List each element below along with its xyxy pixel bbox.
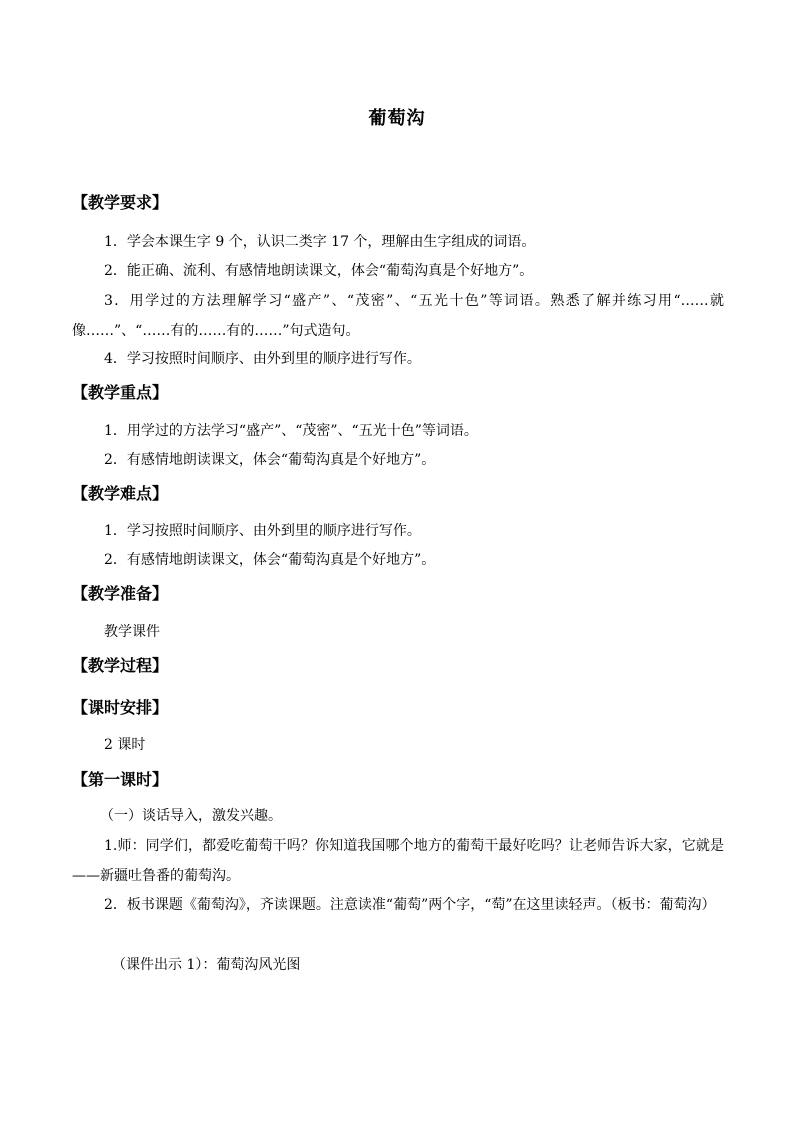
courseware-note: （课件出示 1）：葡萄沟风光图: [112, 957, 301, 973]
preparation-heading: 【教学准备】: [72, 584, 169, 603]
first-lesson-paragraph-2: 2．板书课题《葡萄沟》，齐读课题。注意读准“葡萄”两个字，“萄”在这里读轻声。（板书：葡萄沟）: [104, 897, 716, 913]
difficulties-heading: 【教学难点】: [72, 484, 169, 503]
requirement-item-3: 3．用学过的方法理解学习“盛产”、“茂密”、“五光十色”等词语。熟悉了解并练习用“……就像……”、“……有的……有的……”句式造句。: [72, 293, 724, 339]
difficulty-item-1: 1．学习按照时间顺序、由外到里的顺序进行写作。: [104, 523, 421, 539]
requirements-heading: 【教学要求】: [72, 193, 169, 212]
first-lesson-paragraph-1: 1.师：同学们，都爱吃葡萄干吗？你知道我国哪个地方的葡萄干最好吃吗？让老师告诉大家，它就是——新疆吐鲁番的葡萄沟。: [72, 838, 724, 884]
key-point-item-1: 1．用学过的方法学习“盛产”、“茂密”、“五光十色”等词语。: [104, 423, 478, 439]
requirement-item-4: 4．学习按照时间顺序、由外到里的顺序进行写作。: [104, 351, 421, 367]
schedule-text: 2 课时: [104, 737, 146, 753]
preparation-text: 教学课件: [104, 624, 160, 640]
key-point-item-2: 2．有感情地朗读课文，体会“葡萄沟真是个好地方”。: [104, 452, 436, 468]
document-title: 葡萄沟: [368, 108, 426, 129]
process-heading: 【教学过程】: [72, 656, 169, 675]
key-points-heading: 【教学重点】: [72, 383, 169, 402]
requirement-item-1: 1．学会本课生字 9 个，认识二类字 17 个，理解由生字组成的词语。: [104, 234, 536, 250]
first-lesson-heading: 【第一课时】: [72, 770, 169, 789]
schedule-heading: 【课时安排】: [72, 698, 169, 717]
first-lesson-subheading: （一）谈话导入，激发兴趣。: [100, 808, 282, 824]
requirement-item-2: 2．能正确、流利、有感情地朗读课文，体会“葡萄沟真是个好地方”。: [104, 263, 534, 279]
difficulty-item-2: 2．有感情地朗读课文，体会“葡萄沟真是个好地方”。: [104, 552, 436, 568]
